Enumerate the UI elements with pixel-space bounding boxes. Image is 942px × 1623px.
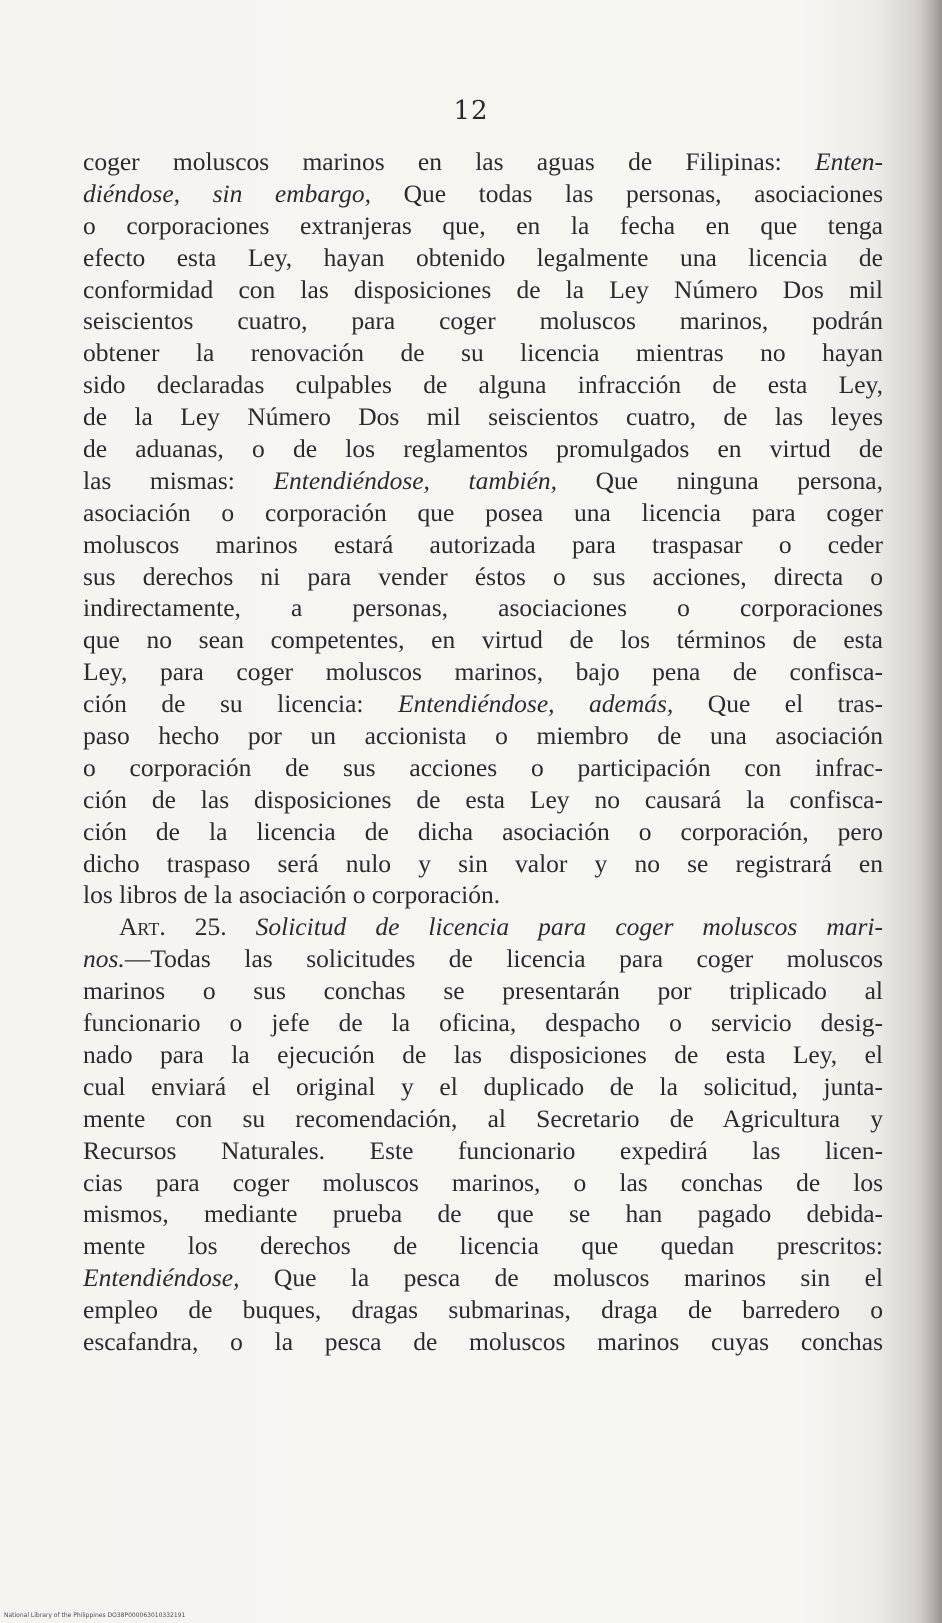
text-line — [83, 465, 883, 497]
text-line — [83, 305, 883, 337]
text-line — [83, 752, 883, 784]
text-segment: mismos, mediante prueba de que se han pagado debida- — [83, 1199, 883, 1229]
text-segment: funcionario o jefe de la oficina, despacho o servicio desig- — [83, 1008, 883, 1038]
text-segment: 25. — [165, 912, 256, 942]
text-segment: empleo de buques, dragas submarinas, draga de barredero o — [83, 1295, 883, 1325]
text-segment: seiscientos cuatro, para coger moluscos marinos, podrán — [83, 306, 883, 336]
text-segment: Que ninguna persona, — [557, 465, 883, 495]
text-segment: coger moluscos marinos en las aguas de Filipinas: — [83, 147, 816, 176]
text-segment: Enten- — [815, 147, 883, 176]
text-line — [83, 1007, 883, 1039]
text-segment: las mismas: — [83, 465, 274, 495]
text-segment: moluscos marinos estará autorizada para traspasar o ceder — [83, 529, 883, 559]
text-line — [83, 1167, 883, 1199]
text-line — [83, 592, 883, 624]
text-line — [83, 688, 883, 720]
text-segment: obtener la renovación de su licencia mientras no hayan — [83, 338, 883, 368]
text-line — [83, 529, 883, 561]
text-segment: asociación o corporación que posea una licencia para coger — [83, 497, 883, 527]
text-segment: paso hecho por un accionista o miembro de una asociación — [83, 721, 883, 751]
page-edge-shadow — [920, 0, 942, 1623]
scan-footer-note: National Library of the Philippines DO38P000063010332191 — [4, 1612, 186, 1619]
text-segment: de la Ley Número Dos mil seiscientos cuatro, de las leyes — [83, 402, 883, 432]
text-segment: Entendiéndose, — [83, 1263, 240, 1293]
text-segment: Que todas las personas, asociaciones — [371, 178, 883, 208]
text-line — [83, 497, 883, 529]
text-line — [83, 401, 883, 433]
text-segment: indirectamente, a personas, asociaciones o corporaciones — [83, 593, 883, 623]
text-segment: nado para la ejecución de las disposiciones de esta Ley, el — [83, 1039, 883, 1069]
text-line — [83, 720, 883, 752]
text-segment: escafandra, o la pesca de moluscos marinos cuyas conchas — [83, 1326, 883, 1356]
text-segment: Entendiéndose, además, — [398, 689, 674, 719]
text-segment: Que el tras- — [673, 689, 883, 719]
text-segment: ción de las disposiciones de esta Ley no causará la confisca- — [83, 784, 883, 814]
text-segment: cias para coger moluscos marinos, o las conchas de los — [83, 1167, 883, 1197]
text-line — [83, 561, 883, 593]
text-line — [83, 1039, 883, 1071]
text-segment: mente los derechos de licencia que quedan prescritos: — [83, 1231, 883, 1261]
body-text — [83, 146, 883, 1358]
text-line — [83, 879, 883, 911]
text-segment: Ley, para coger moluscos marinos, bajo pena de confisca- — [83, 657, 883, 687]
text-segment: ción de su licencia: — [83, 689, 399, 719]
text-line — [83, 178, 883, 210]
text-line — [83, 146, 883, 178]
text-segment: efecto esta Ley, hayan obtenido legalmente una licencia de — [83, 242, 883, 272]
text-segment: marinos o sus conchas se presentarán por triplicado al — [83, 976, 883, 1006]
text-line — [83, 1071, 883, 1103]
text-segment: dicho traspaso será nulo y sin valor y no se registrará en — [83, 848, 883, 878]
text-segment: cual enviará el original y el duplicado de la solicitud, junta- — [83, 1071, 883, 1101]
text-line — [83, 210, 883, 242]
page-number: 12 — [453, 96, 489, 126]
text-line — [83, 911, 883, 943]
text-line — [83, 1326, 883, 1358]
text-segment: Solicitud de licencia para coger moluscos mari- — [255, 912, 883, 942]
text-line — [83, 1198, 883, 1230]
text-line — [83, 274, 883, 306]
text-line — [83, 433, 883, 465]
text-line — [83, 1230, 883, 1262]
text-line — [83, 1262, 883, 1294]
text-line — [83, 1103, 883, 1135]
text-segment: —Todas las solicitudes de licencia para coger moluscos — [124, 944, 883, 974]
text-segment: Entendiéndose, también, — [273, 465, 558, 495]
text-line — [83, 1294, 883, 1326]
text-line — [83, 242, 883, 274]
text-segment: los libros de la asociación o corporación. — [83, 880, 501, 910]
text-line — [83, 848, 883, 880]
text-segment: Art. — [119, 912, 166, 942]
text-segment: ción de la licencia de dicha asociación o corporación, pero — [83, 816, 883, 846]
text-line — [83, 784, 883, 816]
text-segment: sus derechos ni para vender éstos o sus acciones, directa o — [83, 561, 883, 591]
text-segment: Que la pesca de moluscos marinos sin el — [239, 1263, 883, 1293]
text-segment: diéndose, sin embargo, — [83, 178, 372, 208]
text-segment: Recursos Naturales. Este funcionario expedirá las licen- — [83, 1135, 883, 1165]
text-segment: nos. — [83, 944, 125, 974]
text-segment: que no sean competentes, en virtud de los términos de esta — [83, 625, 883, 655]
text-line — [83, 943, 883, 975]
text-line — [83, 816, 883, 848]
text-segment: o corporación de sus acciones o participación con infrac- — [83, 752, 883, 782]
text-line — [83, 337, 883, 369]
text-segment: mente con su recomendación, al Secretario de Agricultura y — [83, 1103, 883, 1133]
text-segment: conformidad con las disposiciones de la Ley Número Dos mil — [83, 274, 883, 304]
text-segment: de aduanas, o de los reglamentos promulgados en virtud de — [83, 434, 883, 464]
text-line — [83, 1135, 883, 1167]
text-line — [83, 369, 883, 401]
text-line — [83, 624, 883, 656]
text-segment: o corporaciones extranjeras que, en la fecha en que tenga — [83, 210, 883, 240]
text-segment: sido declaradas culpables de alguna infracción de esta Ley, — [83, 370, 883, 400]
text-line — [83, 975, 883, 1007]
text-line — [83, 656, 883, 688]
